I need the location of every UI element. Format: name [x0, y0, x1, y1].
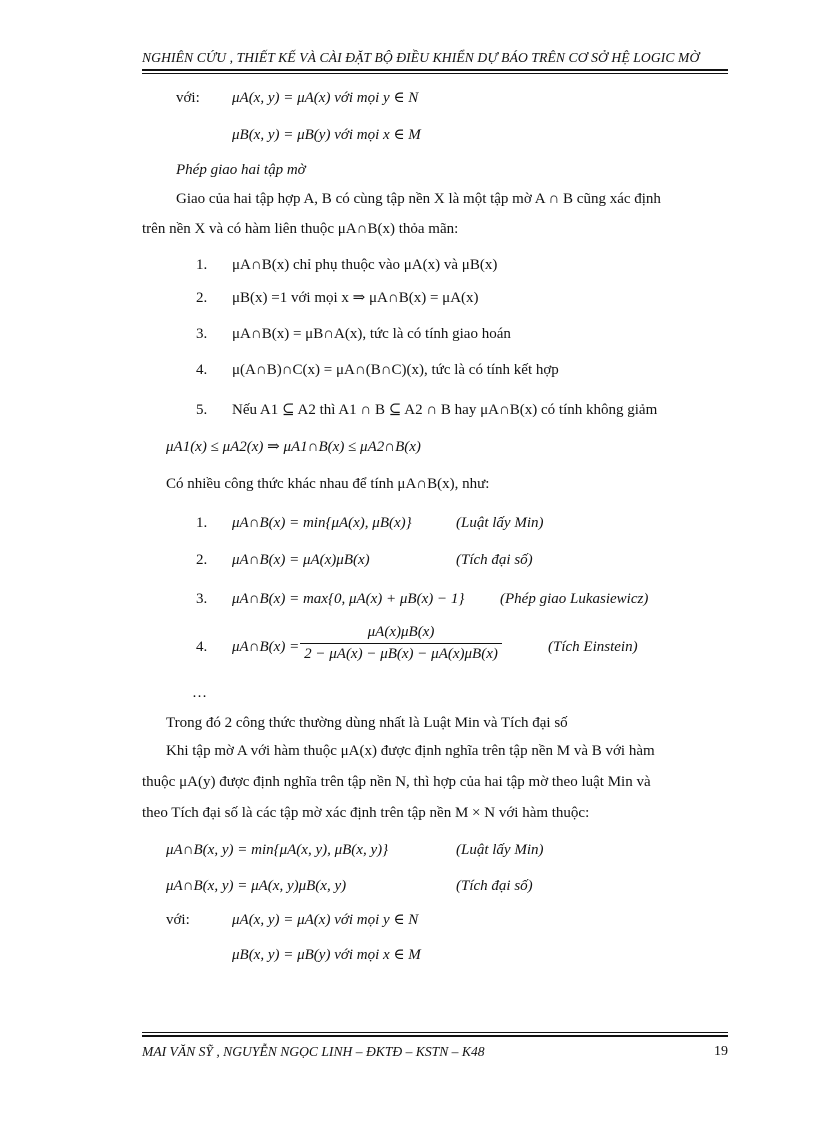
section-intro-line-2: trên nền X và có hàm liên thuộc μA∩B(x) thỏa mãn:	[142, 221, 459, 237]
property-text: μ(A∩B)∩C(x) = μA∩(B∩C)(x), tức là có tính kết hợp	[232, 362, 559, 378]
formula-einstein-left: μA∩B(x) =	[232, 639, 300, 655]
voi-label: với:	[176, 90, 200, 106]
equation-muA-xy: μA(x, y) = μA(x) với mọi y ∈ N	[232, 90, 419, 106]
formulas-intro: Có nhiều công thức khác nhau để tính μA∩B(x), như:	[166, 476, 490, 492]
formula-product: μA∩B(x) = μA(x)μB(x)	[232, 552, 370, 568]
footer-rule	[142, 1035, 728, 1037]
property-text: μB(x) =1 với mọi x ⇒ μA∩B(x) = μA(x)	[232, 290, 479, 306]
formula-note: (Luật lấy Min)	[456, 842, 544, 858]
paragraph-line: theo Tích đại số là các tập mờ xác định trên tập nền M × N với hàm thuộc:	[142, 805, 590, 821]
bottom-formula-min: μA∩B(x, y) = min{μA(x, y), μB(x, y)}	[166, 842, 389, 858]
paragraph-line: Khi tập mờ A với hàm thuộc μA(x) được định nghĩa trên tập nền M và B với hàm	[166, 743, 655, 759]
bottom-formula-product: μA∩B(x, y) = μA(x, y)μB(x, y)	[166, 878, 347, 894]
property-text: Nếu A1 ⊆ A2 thì A1 ∩ B ⊆ A2 ∩ B hay μA∩B(x) có tính không giảm	[232, 402, 658, 418]
formula-min: μA∩B(x) = min{μA(x), μB(x)}	[232, 515, 412, 531]
equation-muA-xy: μA(x, y) = μA(x) với mọi y ∈ N	[232, 912, 419, 928]
section-heading: Phép giao hai tập mờ	[176, 162, 306, 178]
property-text: μA∩B(x) = μB∩A(x), tức là có tính giao hoán	[232, 326, 511, 342]
formula-note: (Tích Einstein)	[548, 639, 638, 655]
header-rule-thin	[142, 73, 728, 74]
monotone-inequality: μA1(x) ≤ μA2(x) ⇒ μA1∩B(x) ≤ μA2∩B(x)	[166, 439, 421, 455]
formula-number: 4.	[196, 639, 208, 655]
formula-number: 3.	[196, 591, 208, 607]
formula-lukasiewicz: μA∩B(x) = max{0, μA(x) + μB(x) − 1}	[232, 591, 465, 607]
fraction-denominator: 2 − μA(x) − μB(x) − μA(x)μB(x)	[304, 646, 498, 662]
page-number: 19	[714, 1044, 728, 1059]
header-rule	[142, 69, 728, 71]
formula-number: 1.	[196, 515, 208, 531]
einstein-fraction	[300, 624, 502, 663]
footer-authors: MAI VĂN SỸ , NGUYỄN NGỌC LINH – ĐKTĐ – KSTN – K48	[142, 1044, 485, 1059]
formula-number: 2.	[196, 552, 208, 568]
voi-label: với:	[166, 912, 190, 928]
fraction-bar	[300, 643, 502, 644]
ellipsis: …	[192, 685, 207, 701]
property-number: 5.	[196, 402, 208, 418]
property-text: μA∩B(x) chỉ phụ thuộc vào μA(x) và μB(x)	[232, 257, 498, 273]
section-intro-line-1: Giao của hai tập hợp A, B có cùng tập nền X là một tập mờ A ∩ B cũng xác định	[176, 191, 661, 207]
property-number: 2.	[196, 290, 208, 306]
formula-note: (Phép giao Lukasiewicz)	[500, 591, 649, 607]
formula-note: (Tích đại số)	[456, 878, 533, 894]
footer-rule-thin	[142, 1032, 728, 1033]
formula-note: (Luật lấy Min)	[456, 515, 544, 531]
paragraph-common-formulas: Trong đó 2 công thức thường dùng nhất là Luật Min và Tích đại số	[166, 715, 568, 731]
running-header: NGHIÊN CỨU , THIẾT KẾ VÀ CÀI ĐẶT BỘ ĐIỀU KHIỂN DỰ BÁO TRÊN CƠ SỞ HỆ LOGIC MỜ	[142, 50, 700, 65]
fraction-numerator: μA(x)μB(x)	[367, 624, 435, 640]
property-number: 4.	[196, 362, 208, 378]
paragraph-line: thuộc μA(y) được định nghĩa trên tập nền N, thì hợp của hai tập mờ theo luật Min và	[142, 774, 651, 790]
property-number: 1.	[196, 257, 208, 273]
equation-muB-xy: μB(x, y) = μB(y) với mọi x ∈ M	[232, 127, 421, 143]
property-number: 3.	[196, 326, 208, 342]
equation-muB-xy: μB(x, y) = μB(y) với mọi x ∈ M	[232, 947, 421, 963]
formula-note: (Tích đại số)	[456, 552, 533, 568]
